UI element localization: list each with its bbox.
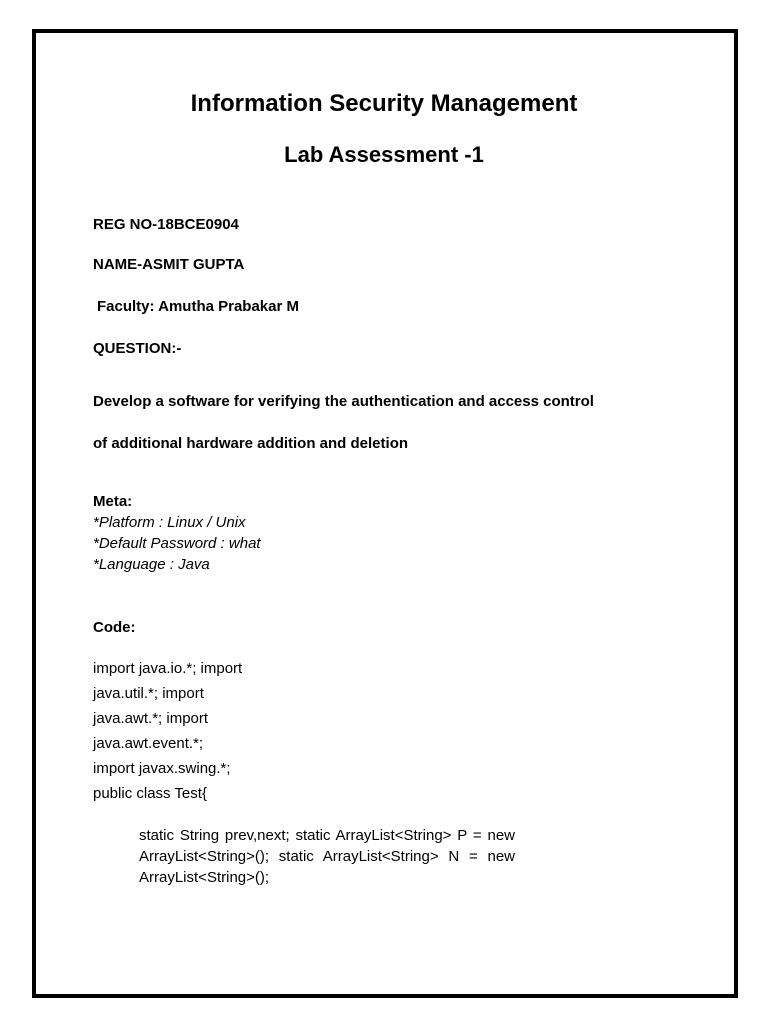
student-name: NAME-ASMIT GUPTA bbox=[93, 256, 245, 273]
reg-no: REG NO-18BCE0904 bbox=[93, 216, 239, 233]
faculty: Faculty: Amutha Prabakar M bbox=[97, 298, 299, 315]
meta-default-password: *Default Password : what bbox=[93, 535, 261, 552]
code-line: java.awt.event.*; bbox=[93, 735, 204, 752]
meta-label: Meta: bbox=[93, 493, 133, 510]
meta-platform: *Platform : Linux / Unix bbox=[93, 514, 246, 531]
question-label: QUESTION:- bbox=[93, 340, 182, 357]
code-line: java.util.*; import bbox=[93, 685, 204, 702]
document-title: Information Security Management bbox=[190, 90, 578, 117]
question-line: Develop a software for verifying the authentication and access control bbox=[93, 393, 594, 410]
document-subtitle: Lab Assessment -1 bbox=[284, 142, 484, 167]
meta-language: *Language : Java bbox=[93, 556, 210, 573]
code-line: java.awt.*; import bbox=[93, 710, 209, 727]
code-line: public class Test{ bbox=[93, 785, 207, 802]
question-line: of additional hardware addition and deletion bbox=[93, 435, 409, 452]
code-label: Code: bbox=[93, 619, 136, 636]
code-indented-block: static String prev,next; static ArrayList<String> P = new ArrayList<String>(); static ArrayList<String> N = new ArrayList<String>(); bbox=[139, 827, 515, 886]
code-line: import java.io.*; import bbox=[93, 660, 243, 677]
code-line: import javax.swing.*; bbox=[93, 760, 231, 777]
